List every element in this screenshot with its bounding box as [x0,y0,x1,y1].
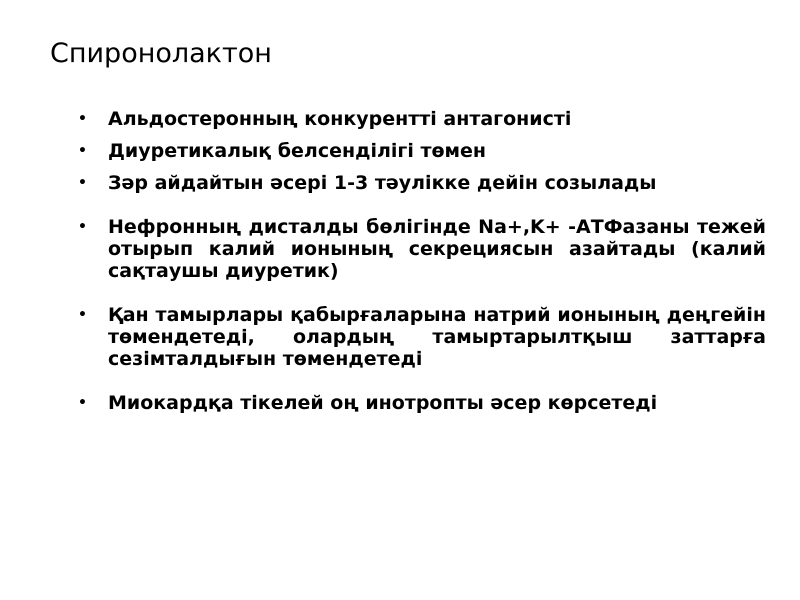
bullet-item-4 [78,216,766,282]
bullet-text-2: Диуретикалық белсенділігі төмен [108,140,487,162]
slide-title: Спиронолактон [50,38,272,69]
bullet-icon: • [78,175,87,191]
bullet-item-3 [78,172,766,194]
bullet-icon: • [78,395,87,411]
bullet-item-5 [78,304,766,370]
bullet-text-4: Нефронның дисталды бөлігінде Na+,K+ -АТФазаны тежей отырып калий ионының секрециясын азайтады (калий сақтаушы диуретик) [108,216,766,282]
bullet-text-5: Қан тамырлары қабырғаларына натрий ионының деңгейін төмендетеді, олардың тамыртарылтқыш заттарға сезімталдығын төмендетеді [108,304,766,370]
bullet-icon: • [78,143,87,159]
bullet-text-6: Миокардқа тікелей оң инотропты әсер көрсетеді [108,392,658,414]
bullet-item-6 [78,392,766,414]
bullet-icon: • [78,111,87,127]
bullet-item-1 [78,108,766,130]
bullet-icon: • [78,219,87,235]
bullet-text-3: Зәр айдайтын әсері 1-3 тәулікке дейін созылады [108,172,657,194]
bullet-icon: • [78,307,87,323]
bullet-list [78,108,766,414]
bullet-text-1: Альдостеронның конкурентті антагонисті [108,108,572,130]
bullet-item-2 [78,140,766,162]
